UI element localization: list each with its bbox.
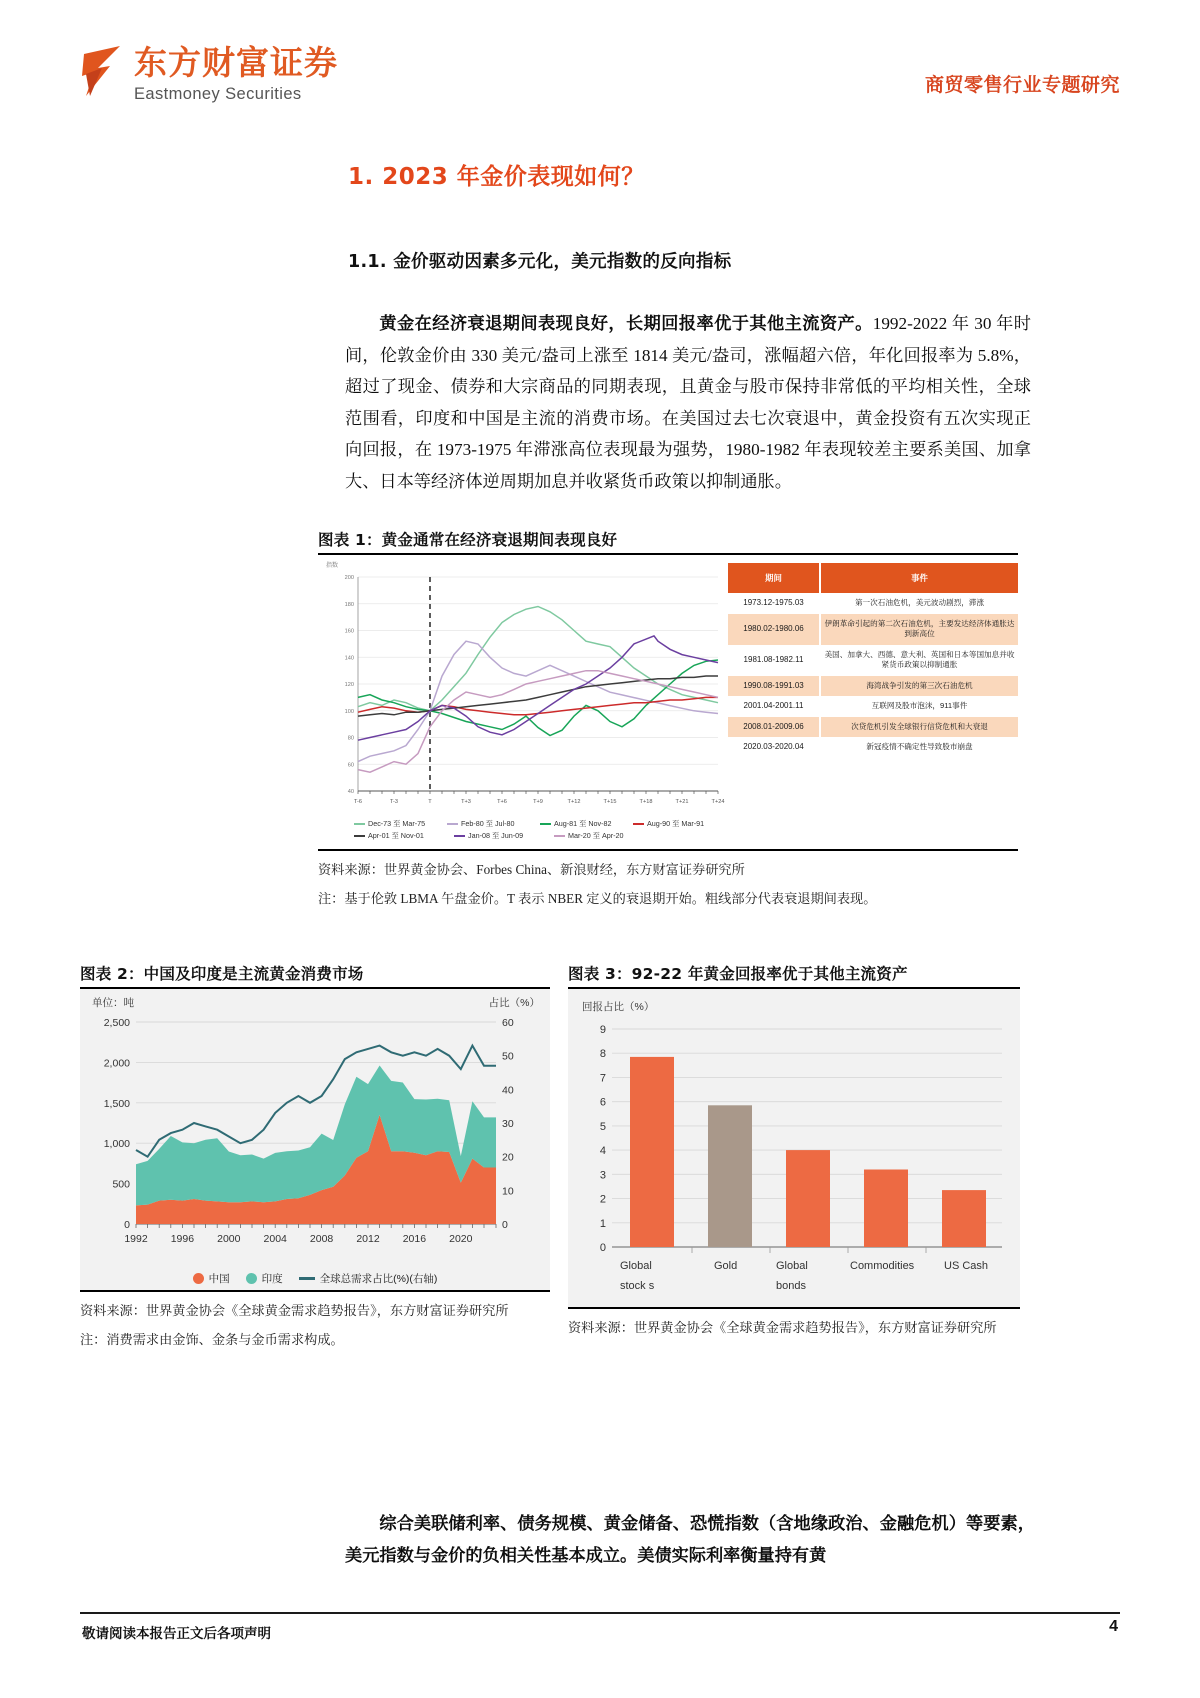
figure-2-chart: [80, 989, 550, 1290]
column-header-period: 期间: [728, 563, 820, 593]
svg-text:0: 0: [599, 1242, 606, 1254]
footer-divider: [80, 1612, 1120, 1614]
legend-item: [454, 831, 554, 841]
table-row: [728, 614, 1018, 645]
figure-1-legend: [354, 819, 726, 841]
figure-3-bar-chart-svg: [572, 1017, 1014, 1303]
svg-text:40: 40: [347, 789, 354, 795]
svg-text:3: 3: [599, 1169, 606, 1182]
table-row: [728, 676, 1018, 697]
logo-text-en: Eastmoney Securities: [134, 85, 302, 103]
logo-text-cn: 东方财富证券: [134, 43, 338, 82]
figure-2-legend: [84, 1271, 546, 1286]
legend-swatch: [299, 1277, 315, 1279]
section-heading-1: 1. 2023 年金价表现如何？: [348, 164, 645, 190]
legend-item: [540, 819, 633, 829]
svg-text:1,500: 1,500: [103, 1097, 130, 1110]
svg-text:T+9: T+9: [533, 799, 543, 805]
svg-text:2000: 2000: [217, 1233, 241, 1245]
figure-1-chart: [318, 563, 726, 843]
svg-text:T: T: [428, 799, 432, 805]
legend-item: [633, 819, 726, 829]
legend-label: Aug-90 至 Mar-91: [647, 819, 705, 828]
figure-3-source: 资料来源：世界黄金协会《全球黄金需求趋势报告》，东方财富证券研究所: [568, 1320, 997, 1335]
svg-text:2012: 2012: [356, 1233, 380, 1245]
legend-label: Dec-73 至 Mar-75: [368, 819, 426, 828]
cell-period: 1981.08-1982.11: [728, 645, 820, 676]
svg-text:T+21: T+21: [675, 799, 689, 805]
closing-paragraph: 综合美联储利率、债务规模、黄金储备、恐慌指数（含地缘政治、金融危机）等要素，美元指数与金价的负相关性基本成立。美债实际利率衡量持有黄: [345, 1514, 1035, 1565]
body-rest-sentence: 1992-2022 年 30 年时间，伦敦金价由 330 美元/盎司上涨至 1814 美元/盎司，涨幅超六倍，年化回报率为 5.8%，超过了现金、债券和大宗商品的同期表现，且黄金与股市保持非常低的平均相关性，全球范围看，印度和中国是主流的消费市场。在美国过去七次衰退中，黄金投资有五次实现正向回报，在 1973-1975 年滞涨高位表现最为强势，1980-1982 年表现较差主要系美国、加拿大、日本等经济体逆周期加息并收紧货币政策以抑制通胀。: [345, 314, 1031, 491]
svg-text:40: 40: [502, 1084, 514, 1097]
table-row: [728, 696, 1018, 717]
legend-swatch: [554, 835, 565, 837]
figure-3-notes: [568, 1307, 1020, 1339]
table-header-row: [728, 563, 1018, 593]
legend-item-global-share: [299, 1271, 438, 1286]
column-header-event: 事件: [820, 563, 1018, 593]
svg-text:1996: 1996: [170, 1233, 195, 1245]
svg-text:2008: 2008: [309, 1233, 334, 1245]
svg-text:Commodities: Commodities: [850, 1260, 915, 1272]
body-lead-sentence: 黄金在经济衰退期间表现良好，长期回报率优于其他主流资产。: [379, 314, 873, 333]
legend-label: 中国: [208, 1273, 230, 1285]
cell-event: 美国、加拿大、西德、意大利、英国和日本等国加息并收紧货币政策以抑制通胀: [824, 649, 1015, 669]
svg-text:Global: Global: [620, 1260, 652, 1272]
svg-text:bonds: bonds: [776, 1280, 806, 1292]
svg-text:5: 5: [599, 1120, 606, 1133]
figure-2-note: 注：消费需求由金饰、金条与金币需求构成。: [80, 1332, 344, 1347]
svg-text:2004: 2004: [263, 1233, 287, 1245]
legend-item: [354, 819, 447, 829]
figure-1-title: 图表 1：黄金通常在经济衰退期间表现良好: [318, 531, 618, 549]
footer-disclaimer: 敬请阅读本报告正文后各项声明: [82, 1626, 271, 1642]
svg-text:1,000: 1,000: [103, 1138, 130, 1151]
svg-text:T+15: T+15: [603, 799, 617, 805]
svg-text:2016: 2016: [402, 1233, 427, 1245]
legend-swatch: [354, 835, 365, 837]
company-logo: [80, 44, 338, 104]
svg-text:30: 30: [502, 1118, 514, 1130]
figure-3-unit: 回报占比（%）: [582, 1001, 655, 1013]
cell-period: 2008.01-2009.06: [728, 717, 820, 738]
figure-1-notes: [318, 849, 1018, 910]
figure-2-body: [80, 987, 550, 1290]
cell-event: 伊朗革命引起的第二次石油危机，主要发达经济体通胀达到新高位: [820, 614, 1018, 645]
svg-text:T+6: T+6: [497, 799, 507, 805]
svg-text:T+3: T+3: [461, 799, 471, 805]
table-row: [728, 737, 1018, 758]
svg-text:200: 200: [344, 575, 354, 581]
svg-text:T-6: T-6: [353, 799, 363, 805]
svg-text:20: 20: [502, 1151, 514, 1164]
svg-text:T+18: T+18: [639, 799, 653, 805]
figure-1-source: 资料来源：世界黄金协会、Forbes China、新浪财经，东方财富证券研究所: [318, 862, 745, 877]
bar-us-cash: [942, 1190, 986, 1247]
cell-event: 新冠疫情不确定性导致股市崩盘: [866, 742, 973, 751]
figure-2-unit-right: 占比（%）: [488, 997, 540, 1009]
figure-2: [80, 962, 550, 1351]
legend-swatch: [447, 823, 458, 825]
svg-text:1: 1: [599, 1217, 606, 1230]
svg-text:80: 80: [347, 735, 354, 742]
page-header: [80, 44, 1120, 118]
figure-3-chart: [568, 989, 1020, 1307]
cell-period: 1973.12-1975.03: [728, 593, 820, 614]
figure-2-title: 图表 2：中国及印度是主流黄金消费市场: [80, 965, 364, 983]
legend-swatch: [633, 823, 644, 825]
svg-text:120: 120: [344, 682, 354, 688]
svg-text:4: 4: [599, 1145, 606, 1158]
figure-1-note: 注：基于伦敦 LBMA 午盘金价。T 表示 NBER 定义的衰退期开始。粗线部分代表衰退期间表现。: [318, 891, 877, 906]
table-row: [728, 717, 1018, 738]
legend-swatch: [540, 823, 551, 825]
svg-text:9: 9: [599, 1024, 606, 1036]
page-number: 4: [1109, 1618, 1118, 1635]
svg-text:6: 6: [599, 1096, 606, 1109]
legend-label: Mar-20 至 Apr-20: [568, 831, 624, 840]
figure-2-source: 资料来源：世界黄金协会《全球黄金需求趋势报告》，东方财富证券研究所: [80, 1303, 509, 1318]
legend-label: Aug-81 至 Nov-82: [554, 819, 612, 828]
legend-swatch: [246, 1273, 257, 1284]
table-row: [728, 593, 1018, 614]
svg-text:T+24: T+24: [711, 799, 725, 805]
cell-event: 互联网及股市泡沫，911事件: [871, 701, 968, 710]
figure-3: [568, 962, 1020, 1339]
legend-item: [554, 831, 654, 841]
legend-item: [354, 831, 454, 841]
figure-3-body: [568, 987, 1020, 1307]
svg-text:Global: Global: [776, 1260, 808, 1272]
svg-text:7: 7: [599, 1072, 606, 1085]
legend-label: 印度: [261, 1273, 283, 1285]
svg-text:0: 0: [502, 1219, 508, 1231]
section-heading-1-1: 1.1. 金价驱动因素多元化，美元指数的反向指标: [348, 252, 732, 272]
svg-text:2,000: 2,000: [103, 1057, 130, 1070]
svg-text:0: 0: [124, 1219, 130, 1231]
legend-swatch: [354, 823, 365, 825]
svg-text:60: 60: [347, 762, 354, 769]
figure-2-area-chart-svg: [84, 1012, 544, 1270]
legend-item-india: [246, 1271, 283, 1286]
cell-event: 海湾战争引发的第三次石油危机: [820, 676, 1018, 697]
legend-item-china: [193, 1271, 230, 1286]
svg-text:160: 160: [344, 628, 354, 635]
figure-1-event-table: [728, 563, 1018, 843]
svg-text:180: 180: [344, 601, 354, 608]
svg-text:1992: 1992: [124, 1233, 148, 1245]
cell-event: 第一次石油危机，美元波动剧烈，滞涨: [854, 598, 985, 607]
legend-item: [447, 819, 540, 829]
legend-label: Jan-08 至 Jun-09: [468, 831, 524, 840]
svg-text:US Cash: US Cash: [944, 1260, 989, 1272]
legend-label: 全球总需求占比(%)(右轴): [319, 1273, 438, 1285]
cell-period: 2001.04-2001.11: [728, 696, 820, 717]
cell-event: 次贷危机引发全球银行信贷危机和大衰退: [820, 717, 1018, 738]
bar-global-stocks: [630, 1057, 674, 1247]
svg-text:stock s: stock s: [620, 1280, 655, 1292]
svg-text:100: 100: [344, 708, 354, 715]
svg-text:Gold: Gold: [714, 1260, 738, 1272]
cell-period: 2020.03-2020.04: [728, 737, 820, 758]
table-row: [728, 645, 1018, 676]
figure-2-notes: [80, 1290, 550, 1351]
body-paragraph: [345, 308, 1031, 497]
svg-text:50: 50: [502, 1050, 514, 1063]
legend-swatch: [454, 835, 465, 837]
svg-text:140: 140: [344, 655, 354, 662]
svg-text:2: 2: [599, 1193, 606, 1206]
figure-3-title: 图表 3：92-22 年黄金回报率优于其他主流资产: [568, 965, 908, 983]
figure-1-line-chart-svg: [318, 563, 726, 815]
svg-text:60: 60: [502, 1017, 514, 1029]
cell-period: 1990.08-1991.03: [728, 676, 820, 697]
svg-text:8: 8: [599, 1048, 606, 1061]
svg-text:500: 500: [112, 1178, 130, 1191]
bar-gold: [708, 1105, 752, 1247]
figure-1: [318, 528, 1018, 910]
figure-1-y-axis-unit: 指数: [326, 563, 339, 569]
svg-text:2,500: 2,500: [103, 1017, 130, 1029]
legend-swatch: [193, 1273, 204, 1284]
cell-period: 1980.02-1980.06: [728, 614, 820, 645]
bar-global-bonds: [786, 1150, 830, 1247]
svg-text:T+12: T+12: [567, 799, 581, 805]
figure-1-body: [318, 553, 1018, 843]
svg-text:T-3: T-3: [389, 799, 399, 805]
legend-label: Feb-80 至 Jul-80: [461, 819, 515, 828]
header-report-title: 商贸零售行业专题研究: [924, 74, 1120, 96]
bar-commodities: [864, 1170, 908, 1248]
figure-2-unit-left: 单位：吨: [92, 997, 134, 1009]
svg-text:2020: 2020: [449, 1233, 473, 1245]
legend-label: Apr-01 至 Nov-01: [368, 831, 424, 840]
logo-mark-icon: [80, 44, 128, 104]
svg-text:10: 10: [502, 1185, 514, 1198]
